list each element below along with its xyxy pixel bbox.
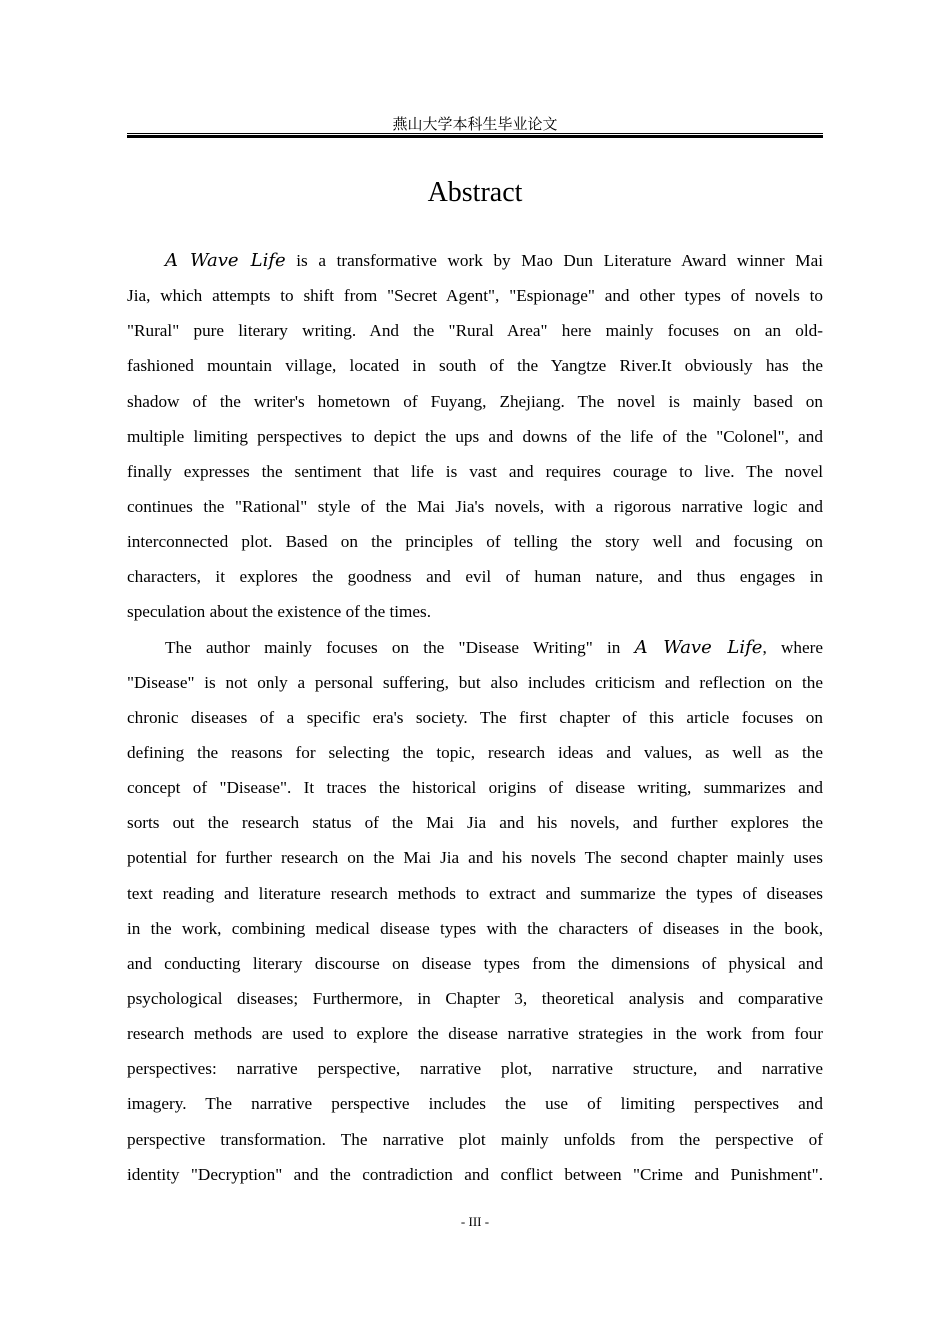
paragraph bbox=[127, 243, 823, 630]
text-line: "Rural" pure literary writing. And the "Rural Area" here mainly focuses on an old- bbox=[127, 321, 823, 341]
text-line: identity "Decryption" and the contradiction and conflict between "Crime and Punishment". bbox=[127, 1164, 823, 1184]
text-line: sorts out the research status of the Mai Jia and his novels, and further explores the bbox=[127, 813, 823, 833]
text-line: psychological diseases; Furthermore, in Chapter 3, theoretical analysis and comparative bbox=[127, 988, 823, 1008]
text-line: and conducting literary discourse on disease types from the dimensions of physical and bbox=[127, 953, 823, 973]
header-thick-rule bbox=[127, 135, 823, 138]
text-line: shadow of the writer's hometown of Fuyang, Zhejiang. The novel is mainly based on bbox=[127, 391, 823, 411]
text-line bbox=[127, 243, 823, 278]
text-line: speculation about the existence of the times. bbox=[127, 602, 432, 622]
text-line: defining the reasons for selecting the topic, research ideas and values, as well as the bbox=[127, 742, 823, 762]
paragraph bbox=[127, 630, 823, 1192]
header-thin-rule bbox=[127, 133, 823, 134]
abstract-body bbox=[127, 243, 823, 1192]
text-line: interconnected plot. Based on the principles of telling the story well and focusing on bbox=[127, 532, 823, 552]
text-line: research methods are used to explore the disease narrative strategies in the work from four bbox=[127, 1024, 823, 1044]
text-line: Jia, which attempts to shift from "Secret Agent", "Espionage" and other types of novels to bbox=[127, 286, 823, 306]
text-line: concept of "Disease". It traces the historical origins of disease writing, summarizes and bbox=[127, 778, 823, 798]
text-segment: , where bbox=[762, 637, 823, 657]
text-line: text reading and literature research methods to extract and summarize the types of diseases bbox=[127, 883, 823, 903]
book-title: A Wave Life bbox=[634, 636, 763, 658]
text-line bbox=[127, 630, 823, 665]
text-line: in the work, combining medical disease types with the characters of diseases in the book, bbox=[127, 918, 823, 938]
book-title: A Wave Life bbox=[165, 250, 286, 271]
text-segment: is a transformative work by Mao Dun Literature Award winner Mai bbox=[285, 251, 823, 270]
text-line: imagery. The narrative perspective includes the use of limiting perspectives and bbox=[127, 1094, 823, 1114]
page-title: Abstract bbox=[427, 177, 523, 208]
text-line: fashioned mountain village, located in south of the Yangtze River.It obviously has the bbox=[127, 356, 823, 376]
text-line: multiple limiting perspectives to depict the ups and downs of the life of the "Colonel", and bbox=[127, 426, 823, 446]
text-line: chronic diseases of a specific era's society. The first chapter of this article focuses on bbox=[127, 707, 823, 727]
text-segment: The author mainly focuses on the "Disease Writing" in bbox=[165, 637, 635, 657]
text-line: characters, it explores the goodness and evil of human nature, and thus engages in bbox=[127, 567, 823, 587]
page-number: - III - bbox=[460, 1214, 490, 1229]
text-line: perspective transformation. The narrative plot mainly unfolds from the perspective of bbox=[127, 1129, 823, 1149]
text-line: perspectives: narrative perspective, narrative plot, narrative structure, and narrative bbox=[127, 1059, 823, 1079]
text-line: potential for further research on the Mai Jia and his novels The second chapter mainly uses bbox=[127, 848, 823, 868]
text-line: "Disease" is not only a personal suffering, but also includes criticism and reflection on the bbox=[127, 672, 823, 692]
running-header: 燕山大学本科生毕业论文 bbox=[392, 115, 558, 133]
text-line: finally expresses the sentiment that life is vast and requires courage to live. The novel bbox=[127, 461, 823, 481]
text-line: continues the "Rational" style of the Mai Jia's novels, with a rigorous narrative logic and bbox=[127, 496, 823, 516]
